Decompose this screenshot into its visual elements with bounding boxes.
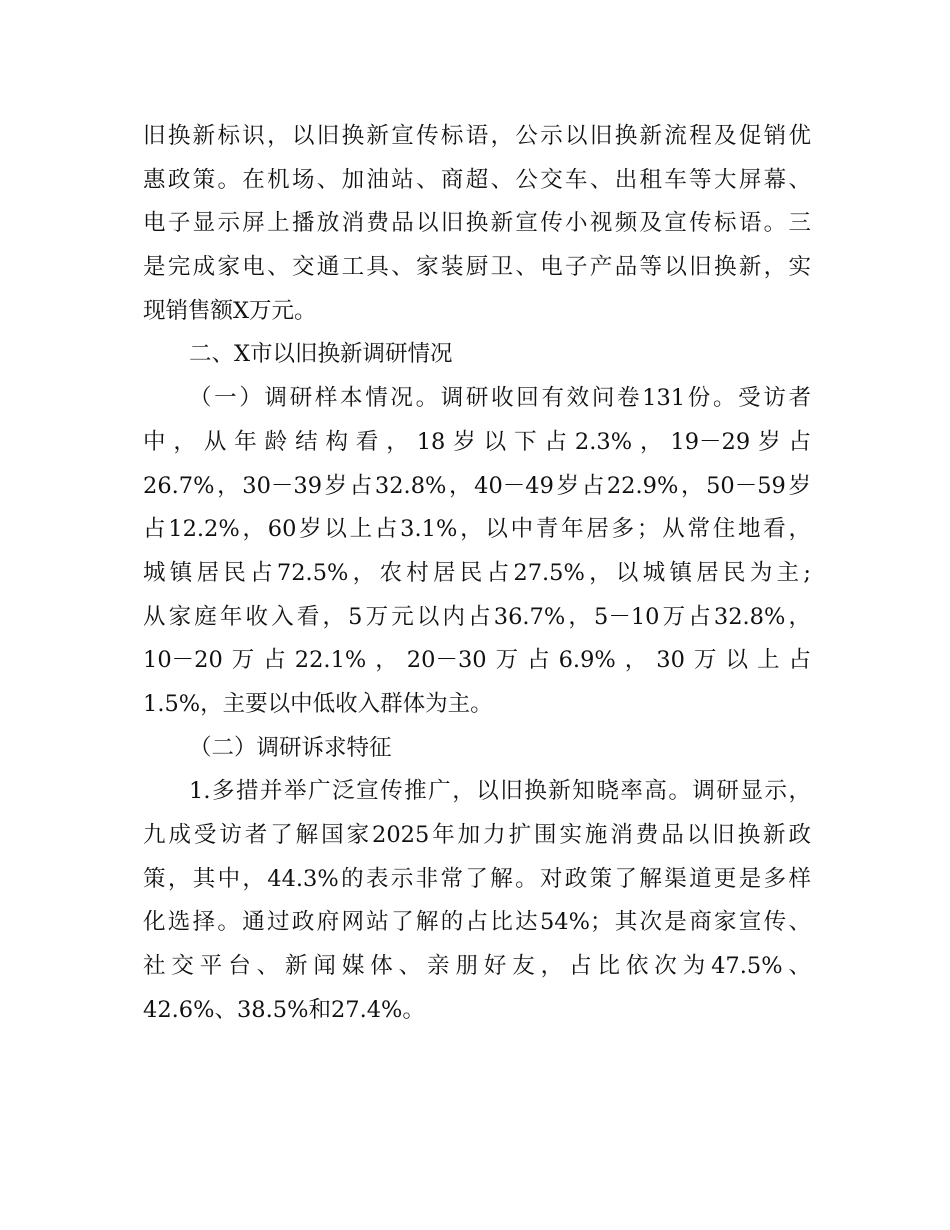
text-line: 26.7%，30－39岁占32.8%，40－49岁占22.9%，50－59岁 [143,472,811,499]
text-line: 九成受访者了解国家2025年加力扩围实施消费品以旧换新政 [143,822,811,848]
text-line: 中，从年龄结构看，18岁以下占2.3%，19－29岁占 [143,428,811,455]
text-line: 10－20万占22.1%，20－30万占6.9%，30万以上占 [143,647,811,674]
text-line: 旧换新标识，以旧换新宣传标语，公示以旧换新流程及促销优 [143,123,811,149]
text-line: 占12.2%，60岁以上占3.1%，以中青年居多；从常住地看， [143,516,811,543]
text-line: 城镇居民占72.5%，农村居民占27.5%，以城镇居民为主; [143,559,811,586]
body-text [143,115,811,1032]
section-heading: 二、X市以旧换新调研情况 [189,341,453,368]
text-line: 社交平台、新闻媒体、亲朋好友，占比依次为47.5%、 [143,953,811,980]
text-line: 现销售额X万元。 [143,297,317,324]
text-line: 化选择。通过政府网站了解的占比达54%；其次是商家宣传、 [143,909,811,936]
text-line: 惠政策。在机场、加油站、商超、公交车、出租车等大屏幕、 [143,166,811,193]
text-line: 42.6%、38.5%和27.4%。 [143,996,425,1023]
text-line: 电子显示屏上播放消费品以旧换新宣传小视频及宣传标语。三 [143,210,811,237]
subsection-heading: （二）调研诉求特征 [189,734,392,761]
text-line: （一）调研样本情况。调研收回有效问卷131份。受访者 [189,385,811,412]
text-line: 从家庭年收入看，5万元以内占36.7%，5－10万占32.8%， [143,603,811,630]
text-line: 策，其中，44.3%的表示非常了解。对政策了解渠道更是多样 [143,865,811,892]
text-line: 1.5%，主要以中低收入群体为主。 [143,690,493,717]
text-line: 1.多措并举广泛宣传推广，以旧换新知晓率高。调研显示， [189,778,811,805]
text-line: 是完成家电、交通工具、家装厨卫、电子产品等以旧换新，实 [143,254,811,281]
